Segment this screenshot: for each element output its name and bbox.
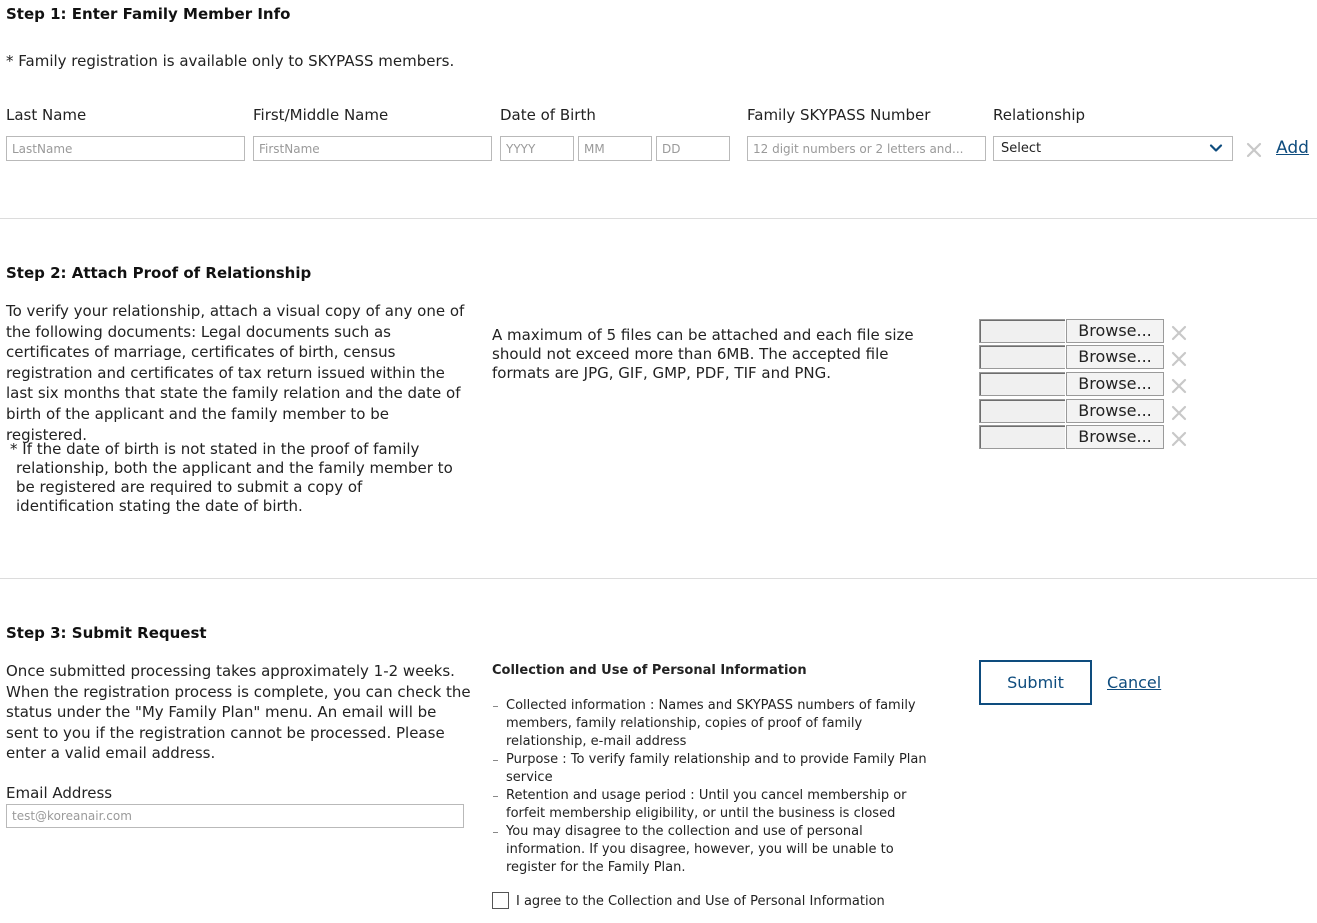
- dob-note: * If the date of birth is not stated in the proof of family relationship, both the applicant and the family member to be registered are required to submit a copy of identification stating the date of birth.: [10, 440, 453, 515]
- dob-year-input[interactable]: [500, 136, 574, 161]
- chevron-down-icon: [1208, 140, 1224, 156]
- relationship-select[interactable]: [993, 136, 1233, 161]
- skypass-number-input[interactable]: [747, 136, 986, 161]
- file-path-field[interactable]: [979, 372, 1065, 396]
- last-name-input[interactable]: [6, 136, 245, 161]
- file-path-field[interactable]: [979, 425, 1065, 449]
- privacy-item: Retention and usage period : Until you cancel membership or forfeit membership eligibility, or until the business is closed: [492, 787, 938, 823]
- agree-checkbox[interactable]: [492, 892, 509, 909]
- file-path-field[interactable]: [979, 319, 1065, 343]
- close-icon[interactable]: [1170, 377, 1188, 395]
- last-name-label: Last Name: [6, 106, 87, 124]
- section-divider: [0, 578, 1317, 579]
- privacy-item: Collected information : Names and SKYPASS numbers of family members, family relationship, copies of proof of family relationship, e-mail address: [492, 697, 938, 751]
- privacy-item: You may disagree to the collection and use of personal information. If you disagree, however, you will be unable to register for the Family Plan.: [492, 823, 938, 877]
- membership-note: * Family registration is available only to SKYPASS members.: [6, 52, 455, 70]
- email-input[interactable]: [6, 804, 464, 828]
- section-divider: [0, 218, 1317, 219]
- email-label: Email Address: [6, 784, 113, 802]
- first-name-label: First/Middle Name: [253, 106, 389, 124]
- dob-day-input[interactable]: [656, 136, 730, 161]
- relationship-select-value: Select: [1001, 141, 1042, 156]
- close-icon[interactable]: [1245, 141, 1263, 159]
- dob-label: Date of Birth: [500, 106, 596, 124]
- browse-button[interactable]: Browse...: [1066, 319, 1164, 343]
- privacy-item: Purpose : To verify family relationship and to provide Family Plan service: [492, 751, 938, 787]
- first-name-input[interactable]: [253, 136, 492, 161]
- proof-description: To verify your relationship, attach a visual copy of any one of the following documents: Legal documents such as certificates of marriage, certificates of birth, census registration and certificates of tax return issued within the last six months that state the family relation and the date of birth of the applicant and the family member to be registered.: [6, 302, 465, 444]
- file-limit-info: A maximum of 5 files can be attached and each file size should not exceed more than 6MB. The accepted file formats are JPG, GIF, GMP, PDF, TIF and PNG.: [492, 326, 914, 382]
- submit-description: Once submitted processing takes approximately 1-2 weeks. When the registration process is complete, you can check the status under the "My Family Plan" menu. An email will be sent to you if the registration cannot be processed. Please enter a valid email address.: [6, 662, 471, 763]
- browse-button[interactable]: Browse...: [1066, 399, 1164, 423]
- dob-month-input[interactable]: [578, 136, 652, 161]
- close-icon[interactable]: [1170, 430, 1188, 448]
- cancel-link[interactable]: Cancel: [1107, 673, 1162, 692]
- submit-button[interactable]: Submit: [979, 660, 1092, 705]
- close-icon[interactable]: [1170, 350, 1188, 368]
- step2-title: Step 2: Attach Proof of Relationship: [6, 264, 312, 282]
- browse-button[interactable]: Browse...: [1066, 425, 1164, 449]
- close-icon[interactable]: [1170, 404, 1188, 422]
- privacy-title: Collection and Use of Personal Information: [492, 663, 807, 678]
- close-icon[interactable]: [1170, 324, 1188, 342]
- relationship-label: Relationship: [993, 106, 1086, 124]
- privacy-list: [492, 697, 938, 877]
- file-path-field[interactable]: [979, 399, 1065, 423]
- agree-label[interactable]: I agree to the Collection and Use of Personal Information: [516, 894, 885, 909]
- add-member-link[interactable]: Add: [1276, 138, 1309, 158]
- browse-button[interactable]: Browse...: [1066, 372, 1164, 396]
- step3-title: Step 3: Submit Request: [6, 624, 207, 642]
- step1-title: Step 1: Enter Family Member Info: [6, 5, 291, 23]
- file-path-field[interactable]: [979, 345, 1065, 369]
- skypass-label: Family SKYPASS Number: [747, 106, 931, 124]
- browse-button[interactable]: Browse...: [1066, 345, 1164, 369]
